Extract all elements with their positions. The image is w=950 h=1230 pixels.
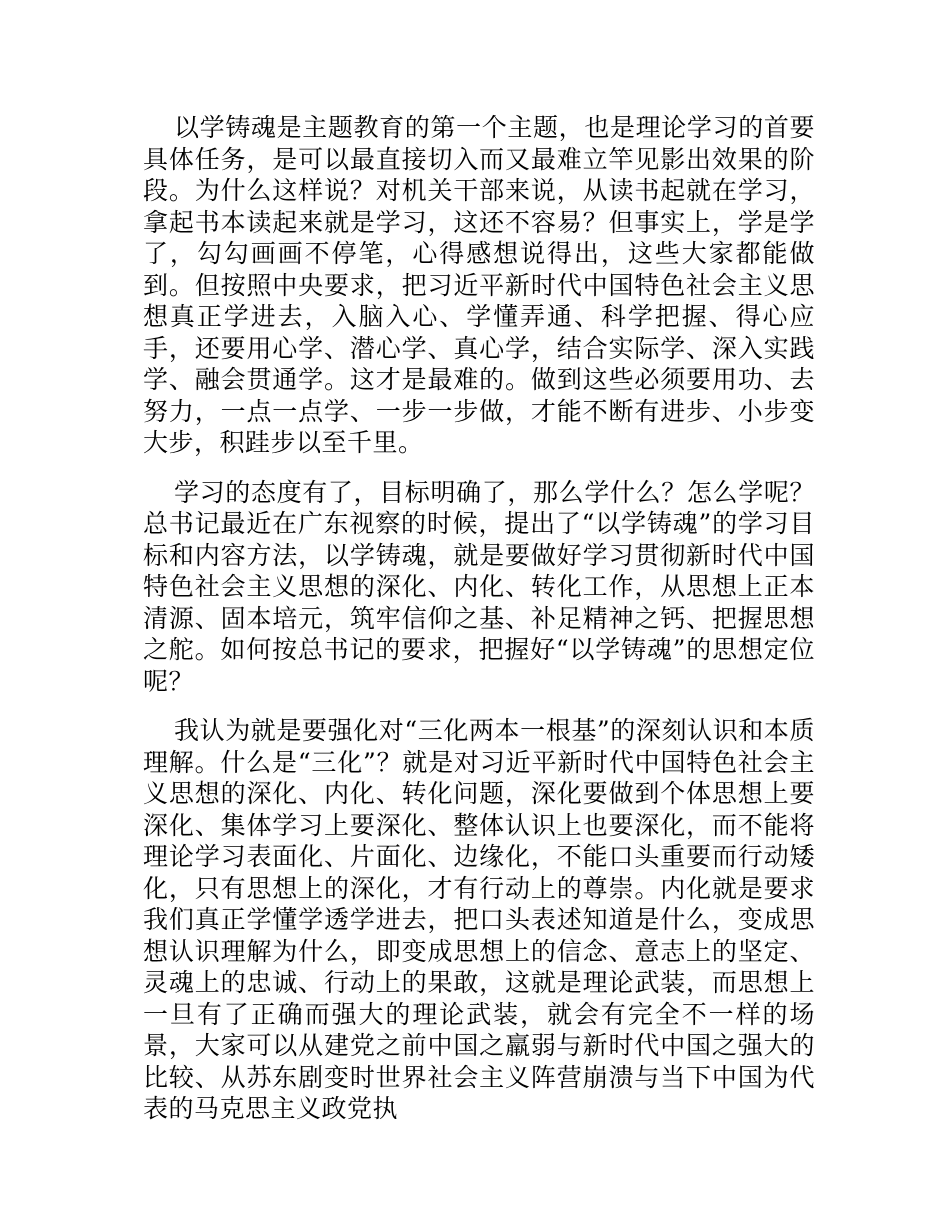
document-page — [143, 112, 815, 1143]
paragraph-2: 学习的态度有了，目标明确了，那么学什么？怎么学呢？总书记最近在广东视察的时候，提出了“以学铸魂”的学习目标和内容方法，以学铸魂，就是要做好学习贯彻新时代中国特色社会主义思想的深化、内化、转化工作，从思想上正本清源、固本培元，筑牢信仰之基、补足精神之钙、把握思想之舵。如何按总书记的要求，把握好“以学铸魂”的思想定位呢？ — [143, 477, 815, 696]
paragraph-1: 以学铸魂是主题教育的第一个主题，也是理论学习的首要具体任务，是可以最直接切入而又最难立竿见影出效果的阶段。为什么这样说？对机关干部来说，从读书起就在学习，拿起书本读起来就是学习，这还不容易？但事实上，学是学了，勾勾画画不停笔，心得感想说得出，这些大家都能做到。但按照中央要求，把习近平新时代中国特色社会主义思想真正学进去，入脑入心、学懂弄通、科学把握、得心应手，还要用心学、潜心学、真心学，结合实际学、深入实践学、融会贯通学。这才是最难的。做到这些必须要用功、去努力，一点一点学、一步一步做，才能不断有进步、小步变大步，积跬步以至千里。 — [143, 113, 815, 457]
paragraph-3: 我认为就是要强化对“三化两本一根基”的深刻认识和本质理解。什么是“三化”？就是对习近平新时代中国特色社会主义思想的深化、内化、转化问题，深化要做到个体思想上要深化、集体学习上要深化、整体认识上也要深化，而不能将理论学习表面化、片面化、边缘化，不能口头重要而行动矮化，只有思想上的深化，才有行动上的尊崇。内化就是要求我们真正学懂学透学进去，把口头表述知道是什么，变成思想认识理解为什么，即变成思想上的信念、意志上的坚定、灵魂上的忠诚、行动上的果敢，这就是理论武装，而思想上一旦有了正确而强大的理论武装，就会有完全不一样的场景，大家可以从建党之前中国之羸弱与新时代中国之强大的比较、从苏东剧变时世界社会主义阵营崩溃与当下中国为代表的马克思主义政党执 — [143, 716, 815, 1123]
